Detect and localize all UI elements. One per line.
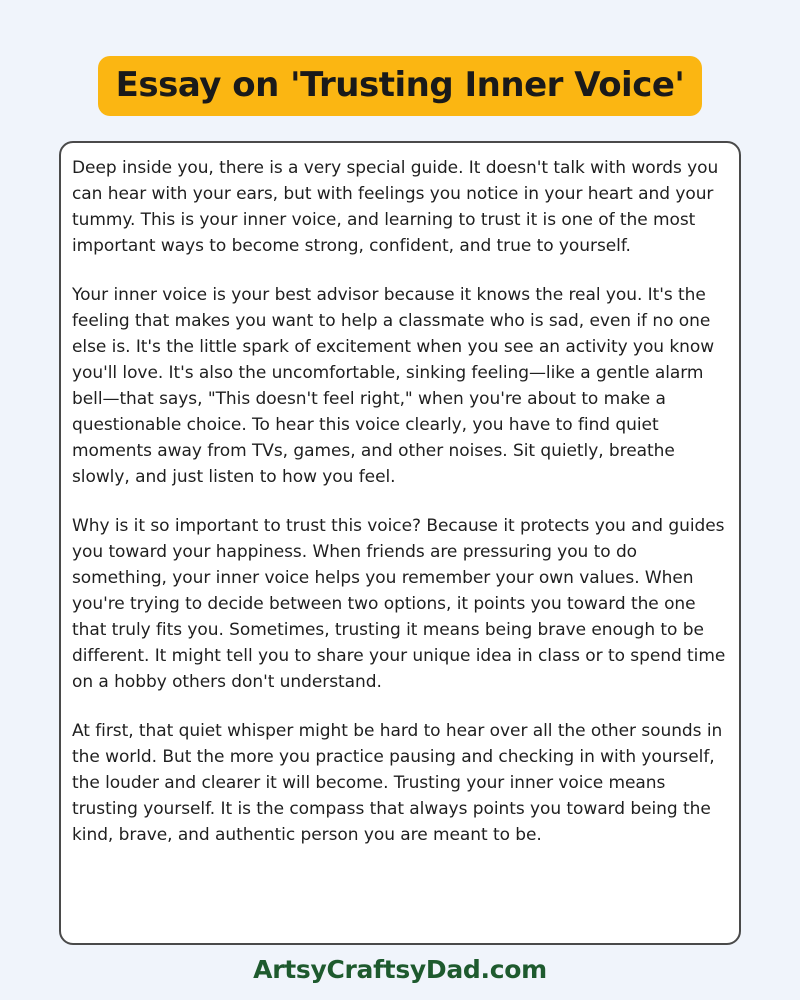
essay-card — [59, 141, 741, 945]
site-footer-logo: ArtsyCraftsyDad.com — [253, 955, 547, 984]
essay-title: Essay on 'Trusting Inner Voice' — [98, 56, 703, 116]
title-container — [0, 56, 800, 116]
essay-paragraph-4: At first, that quiet whisper might be hard to hear over all the other sounds in the world. But the more you practice pausing and checking in with yourself, the louder and clearer it will become. Trusting your inner voice means trusting yourself. It is the compass that always points you toward being the kind, brave, and authentic person you are meant to be. — [72, 721, 723, 845]
essay-paragraph-3: Why is it so important to trust this voice? Because it protects you and guides you toward your happiness. When friends are pressuring you to do something, your inner voice helps you remember your own values. When you're trying to decide between two options, it points you toward the one that truly fits you. Sometimes, trusting it means being brave enough to be different. It might tell you to share your unique idea in class or to spend time on a hobby others don't understand. — [72, 516, 726, 692]
essay-paragraph-2: Your inner voice is your best advisor because it knows the real you. It's the feeling that makes you want to help a classmate who is sad, even if no one else is. It's the little spark of excitement when you see an activity you know you'll love. It's also the uncomfortable, sinking feeling—like a gentle alarm bell—that says, "This doesn't feel right," when you're about to make a questionable choice. To hear this voice clearly, you have to find quiet moments away from TVs, games, and other noises. Sit quietly, breathe slowly, and just listen to how you feel. — [72, 285, 715, 487]
essay-paragraph-1: Deep inside you, there is a very special guide. It doesn't talk with words you can hear with your ears, but with feelings you notice in your heart and your tummy. This is your inner voice, and learning to trust it is one of the most important ways to become strong, confident, and true to yourself. — [72, 158, 719, 256]
